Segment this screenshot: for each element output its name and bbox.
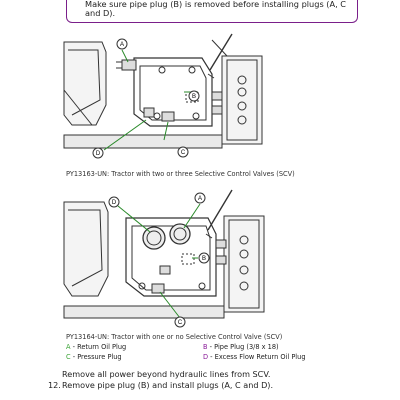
figure-1-caption: PY13163-UN: Tractor with two or three Selective Control Valves (SCV)	[66, 170, 295, 178]
legend-item: B - Pipe Plug (3/8 x 18)	[203, 343, 279, 351]
note-box	[66, 0, 358, 23]
legend-letter: D	[203, 353, 209, 361]
step-text: Remove pipe plug (B) and install plugs (A, C and D).	[62, 380, 274, 390]
note-line-1: Make sure pipe plug (B) is removed before installing plugs (A, C	[85, 0, 347, 9]
legend-row	[66, 343, 366, 353]
substep-text: Remove all power beyond hydraulic lines from SCV.	[62, 369, 271, 379]
fig2-callout-b: B	[201, 256, 207, 262]
legend-row	[66, 353, 366, 363]
figure-2-illustration	[62, 188, 272, 333]
legend-text: Pressure Plug	[77, 353, 122, 361]
legend-text: Return Oil Plug	[77, 343, 127, 351]
legend-text: Pipe Plug (3/8 x 18)	[214, 343, 279, 351]
fig2-callout-d: D	[111, 200, 117, 206]
figure-1-illustration	[62, 30, 272, 160]
figure-2-caption: PY13164-UN: Tractor with one or no Selective Control Valve (SCV)	[66, 333, 283, 341]
legend-letter: A	[66, 343, 71, 351]
legend-item: D - Excess Flow Return Oil Plug	[203, 353, 306, 361]
parts-legend	[66, 343, 366, 363]
note-line-2: and D).	[85, 8, 116, 18]
note-text	[85, 0, 350, 18]
fig1-callout-b: B	[191, 94, 197, 100]
step-number: 12.	[48, 380, 61, 390]
fig2-callout-a: A	[197, 196, 203, 202]
fig1-callout-d: D	[95, 151, 101, 157]
step-12	[48, 380, 273, 391]
legend-letter: C	[66, 353, 71, 361]
fig2-callout-c: C	[177, 320, 183, 326]
legend-letter: B	[203, 343, 208, 351]
legend-item: A - Return Oil Plug	[66, 343, 127, 351]
legend-text: Excess Flow Return Oil Plug	[214, 353, 306, 361]
procedure-steps	[48, 369, 273, 391]
fig1-callout-c: C	[180, 150, 186, 156]
legend-item: C - Pressure Plug	[66, 353, 122, 361]
fig1-callout-a: A	[119, 42, 125, 48]
